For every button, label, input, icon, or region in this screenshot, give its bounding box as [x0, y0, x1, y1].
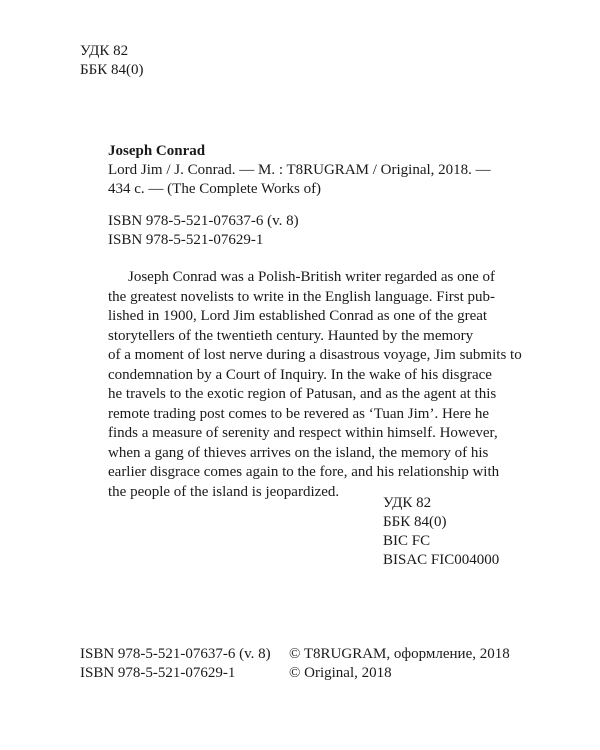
annotation-line: storytellers of the twentieth century. Haunted by the memory [108, 327, 474, 344]
isbn-set: ISBN 978-5-521-07629-1 [108, 232, 264, 248]
catalog-record [108, 142, 528, 199]
copyright-design: © T8RUGRAM, оформление, 2018 [289, 646, 510, 662]
annotation-line: the people of the island is jeopardized. [108, 483, 340, 500]
bic-code: BIC FC [383, 533, 431, 549]
isbn-volume: ISBN 978-5-521-07637-6 (v. 8) [80, 646, 271, 662]
annotation-line: finds a measure of serenity and respect within himself. However, [108, 425, 498, 441]
annotation-line: he travels to the exotic region of Patusan, and as the agent at this [108, 386, 497, 402]
copyright-publisher: © Original, 2018 [289, 665, 392, 681]
udk-code: УДК 82 [383, 495, 432, 511]
annotation-line: the greatest novelists to write in the English language. First pub- [108, 288, 496, 305]
top-classification-codes [80, 42, 143, 80]
annotation-line: condemnation by a Court of Inquiry. In the wake of his disgrace [108, 366, 492, 383]
annotation-line: earlier disgrace comes again to the fore, and his relationship with [108, 464, 500, 480]
catalog-isbn-block [108, 212, 299, 250]
author-heading: Joseph Conrad [108, 143, 206, 159]
annotation-line: Joseph Conrad was a Polish-British writer regarded as one of [128, 269, 496, 285]
bibliographic-line-2: 434 c. — (The Complete Works of) [108, 181, 322, 197]
annotation-line: lished in 1900, Lord Jim established Conrad as one of the great [108, 308, 488, 324]
annotation-line: remote trading post comes to be revered as ‘Tuan Jim’. Here he [108, 405, 489, 422]
annotation-paragraph [108, 268, 530, 502]
bisac-code: BISAC FIC004000 [383, 552, 500, 568]
udk-code: УДК 82 [80, 43, 129, 59]
bottom-isbn-block [80, 645, 271, 683]
annotation-line: of a moment of lost nerve during a disastrous voyage, Jim submits to [108, 347, 522, 363]
bbk-code: ББК 84(0) [80, 62, 144, 78]
annotation-line: when a gang of thieves arrives on the island, the memory of his [108, 444, 489, 461]
classification-codes [383, 494, 499, 570]
bibliographic-line-1: Lord Jim / J. Conrad. — M. : T8RUGRAM / Original, 2018. — [108, 162, 491, 178]
copyright-notices [289, 645, 510, 683]
isbn-set: ISBN 978-5-521-07629-1 [80, 665, 236, 681]
isbn-volume: ISBN 978-5-521-07637-6 (v. 8) [108, 213, 299, 229]
bbk-code: ББК 84(0) [383, 514, 447, 530]
